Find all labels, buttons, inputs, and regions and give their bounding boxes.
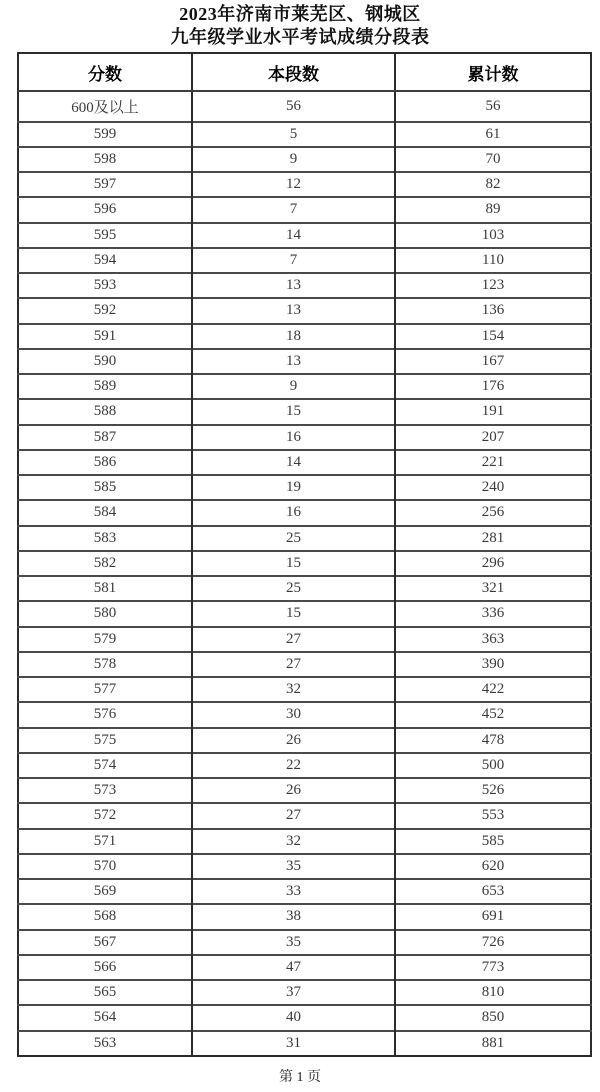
cumulative-count-cell: 82 — [395, 172, 591, 197]
cumulative-count-cell: 240 — [395, 475, 591, 500]
segment-count-cell: 32 — [192, 677, 395, 702]
cumulative-count-cell: 390 — [395, 652, 591, 677]
cumulative-count-cell: 500 — [395, 753, 591, 778]
score-cell: 570 — [18, 854, 192, 879]
score-cell: 598 — [18, 147, 192, 172]
table-row — [18, 576, 591, 601]
cumulative-count-cell: 136 — [395, 298, 591, 323]
score-cell: 583 — [18, 526, 192, 551]
score-cell: 571 — [18, 829, 192, 854]
segment-count-cell: 32 — [192, 829, 395, 854]
table-row — [18, 627, 591, 652]
segment-count-cell: 37 — [192, 980, 395, 1005]
cumulative-count-cell: 154 — [395, 324, 591, 349]
segment-count-cell: 47 — [192, 955, 395, 980]
cumulative-count-cell: 773 — [395, 955, 591, 980]
segment-count-cell: 15 — [192, 601, 395, 626]
table-row — [18, 702, 591, 727]
cumulative-count-cell: 123 — [395, 273, 591, 298]
segment-count-cell: 15 — [192, 551, 395, 576]
table-row — [18, 425, 591, 450]
cumulative-count-cell: 89 — [395, 197, 591, 222]
segment-count-cell: 9 — [192, 374, 395, 399]
cumulative-count-cell: 478 — [395, 728, 591, 753]
segment-count-cell: 12 — [192, 172, 395, 197]
table-row — [18, 879, 591, 904]
table-row — [18, 778, 591, 803]
segment-count-cell: 19 — [192, 475, 395, 500]
table-row — [18, 980, 591, 1005]
segment-count-cell: 38 — [192, 904, 395, 929]
segment-count-cell: 35 — [192, 854, 395, 879]
table-row — [18, 248, 591, 273]
header-score: 分数 — [18, 53, 192, 91]
score-cell: 593 — [18, 273, 192, 298]
segment-count-cell: 25 — [192, 576, 395, 601]
table-row — [18, 500, 591, 525]
cumulative-count-cell: 110 — [395, 248, 591, 273]
cumulative-count-cell: 207 — [395, 425, 591, 450]
score-cell: 584 — [18, 500, 192, 525]
table-row — [18, 475, 591, 500]
score-cell: 572 — [18, 803, 192, 828]
segment-count-cell: 15 — [192, 399, 395, 424]
table-row — [18, 273, 591, 298]
score-cell: 594 — [18, 248, 192, 273]
cumulative-count-cell: 336 — [395, 601, 591, 626]
segment-count-cell: 14 — [192, 450, 395, 475]
score-cell: 590 — [18, 349, 192, 374]
segment-count-cell: 16 — [192, 425, 395, 450]
score-cell: 575 — [18, 728, 192, 753]
score-cell: 589 — [18, 374, 192, 399]
segment-count-cell: 27 — [192, 803, 395, 828]
document-title — [0, 0, 600, 49]
score-cell: 576 — [18, 702, 192, 727]
table-row — [18, 91, 591, 122]
table-row — [18, 349, 591, 374]
score-cell: 567 — [18, 930, 192, 955]
segment-count-cell: 14 — [192, 223, 395, 248]
table-row — [18, 904, 591, 929]
segment-count-cell: 7 — [192, 197, 395, 222]
segment-count-cell: 27 — [192, 652, 395, 677]
table-row — [18, 803, 591, 828]
segment-count-cell: 5 — [192, 122, 395, 147]
score-cell: 578 — [18, 652, 192, 677]
cumulative-count-cell: 176 — [395, 374, 591, 399]
table-row — [18, 1005, 591, 1030]
segment-count-cell: 33 — [192, 879, 395, 904]
segment-count-cell: 13 — [192, 273, 395, 298]
segment-count-cell: 13 — [192, 298, 395, 323]
cumulative-count-cell: 56 — [395, 91, 591, 122]
cumulative-count-cell: 70 — [395, 147, 591, 172]
table-row — [18, 399, 591, 424]
score-cell: 600及以上 — [71, 99, 139, 116]
table-row — [18, 854, 591, 879]
segment-count-cell: 9 — [192, 147, 395, 172]
score-cell: 588 — [18, 399, 192, 424]
cumulative-count-cell: 850 — [395, 1005, 591, 1030]
score-cell: 592 — [18, 298, 192, 323]
score-table-body — [18, 91, 591, 1056]
segment-count-cell: 26 — [192, 778, 395, 803]
cumulative-count-cell: 221 — [395, 450, 591, 475]
score-cell: 585 — [18, 475, 192, 500]
cumulative-count-cell: 691 — [395, 904, 591, 929]
table-row — [18, 1031, 591, 1056]
table-row — [18, 652, 591, 677]
score-distribution-table — [17, 52, 592, 1057]
table-row — [18, 829, 591, 854]
cumulative-count-cell: 620 — [395, 854, 591, 879]
table-row — [18, 172, 591, 197]
segment-count-cell: 25 — [192, 526, 395, 551]
score-cell: 581 — [18, 576, 192, 601]
score-cell: 597 — [18, 172, 192, 197]
cumulative-count-cell: 61 — [395, 122, 591, 147]
table-row — [18, 753, 591, 778]
cumulative-count-cell: 296 — [395, 551, 591, 576]
score-cell: 577 — [18, 677, 192, 702]
table-row — [18, 450, 591, 475]
title-line-2: 九年级学业水平考试成绩分段表 — [170, 27, 430, 47]
cumulative-count-cell: 422 — [395, 677, 591, 702]
score-cell: 596 — [18, 197, 192, 222]
cumulative-count-cell: 103 — [395, 223, 591, 248]
cumulative-count-cell: 553 — [395, 803, 591, 828]
segment-count-cell: 7 — [192, 248, 395, 273]
segment-count-cell: 56 — [192, 91, 395, 122]
segment-count-cell: 18 — [192, 324, 395, 349]
cumulative-count-cell: 810 — [395, 980, 591, 1005]
table-row — [18, 955, 591, 980]
score-cell: 565 — [18, 980, 192, 1005]
score-cell: 599 — [18, 122, 192, 147]
score-cell: 582 — [18, 551, 192, 576]
score-cell: 566 — [18, 955, 192, 980]
cumulative-count-cell: 167 — [395, 349, 591, 374]
table-row — [18, 147, 591, 172]
table-row — [18, 197, 591, 222]
table-row — [18, 601, 591, 626]
score-cell: 591 — [18, 324, 192, 349]
segment-count-cell: 31 — [192, 1031, 395, 1056]
cumulative-count-cell: 526 — [395, 778, 591, 803]
cumulative-count-cell: 653 — [395, 879, 591, 904]
score-cell: 579 — [18, 627, 192, 652]
score-cell: 568 — [18, 904, 192, 929]
table-row — [18, 677, 591, 702]
table-row — [18, 324, 591, 349]
segment-count-cell: 27 — [192, 627, 395, 652]
segment-count-cell: 13 — [192, 349, 395, 374]
table-header — [18, 53, 591, 91]
cumulative-count-cell: 281 — [395, 526, 591, 551]
cumulative-count-cell: 363 — [395, 627, 591, 652]
title-line-1: 2023年济南市莱芜区、钢城区 — [179, 4, 421, 24]
cumulative-count-cell: 321 — [395, 576, 591, 601]
score-cell: 587 — [18, 425, 192, 450]
table-row — [18, 374, 591, 399]
score-cell: 564 — [18, 1005, 192, 1030]
table-row — [18, 551, 591, 576]
cumulative-count-cell: 881 — [395, 1031, 591, 1056]
table-row — [18, 526, 591, 551]
score-cell: 586 — [18, 450, 192, 475]
table-row — [18, 930, 591, 955]
table-row — [18, 223, 591, 248]
segment-count-cell: 40 — [192, 1005, 395, 1030]
header-segment-count: 本段数 — [192, 53, 395, 91]
header-cumulative-count: 累计数 — [395, 53, 591, 91]
score-cell: 573 — [18, 778, 192, 803]
cumulative-count-cell: 726 — [395, 930, 591, 955]
segment-count-cell: 22 — [192, 753, 395, 778]
score-cell: 569 — [18, 879, 192, 904]
score-cell: 595 — [18, 223, 192, 248]
cumulative-count-cell: 256 — [395, 500, 591, 525]
score-cell: 580 — [18, 601, 192, 626]
segment-count-cell: 26 — [192, 728, 395, 753]
page-number-footer: 第 1 页 — [279, 1070, 321, 1085]
cumulative-count-cell: 191 — [395, 399, 591, 424]
segment-count-cell: 35 — [192, 930, 395, 955]
cumulative-count-cell: 452 — [395, 702, 591, 727]
score-cell: 574 — [18, 753, 192, 778]
table-row — [18, 122, 591, 147]
table-row — [18, 298, 591, 323]
segment-count-cell: 16 — [192, 500, 395, 525]
table-row — [18, 728, 591, 753]
segment-count-cell: 30 — [192, 702, 395, 727]
header-row — [18, 53, 591, 91]
score-cell: 563 — [18, 1031, 192, 1056]
cumulative-count-cell: 585 — [395, 829, 591, 854]
